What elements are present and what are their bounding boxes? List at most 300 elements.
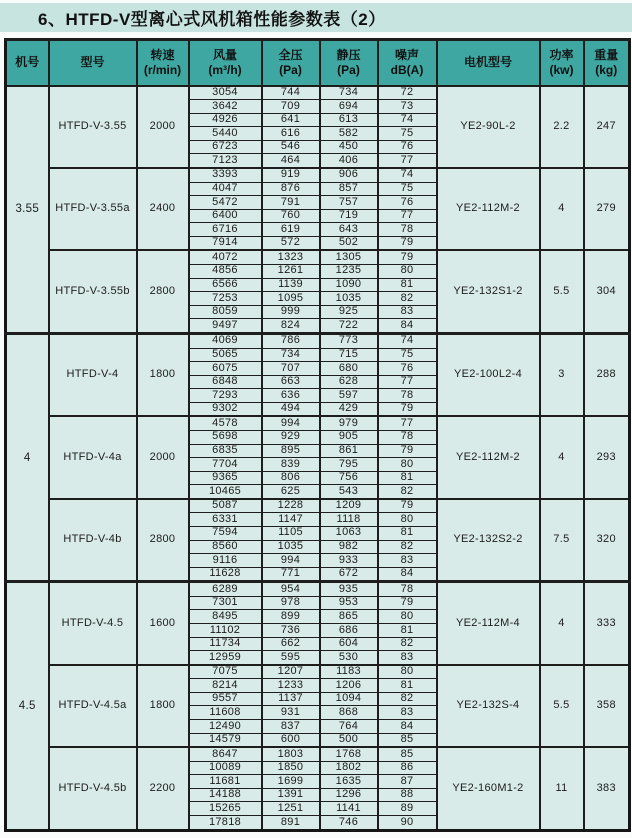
cell-power: 5.5 xyxy=(540,250,584,333)
cell-static-pressure: 597 xyxy=(320,389,378,403)
cell-total-pressure: 760 xyxy=(262,209,320,223)
cell-power: 4 xyxy=(540,168,584,250)
cell-static-pressure: 719 xyxy=(320,209,378,223)
cell-noise: 74 xyxy=(378,113,437,127)
cell-airflow: 4047 xyxy=(189,182,262,196)
cell-noise: 80 xyxy=(378,264,437,278)
cell-static-pressure: 694 xyxy=(320,100,378,114)
cell-static-pressure: 613 xyxy=(320,113,378,127)
cell-noise: 82 xyxy=(378,540,437,554)
cell-airflow: 8495 xyxy=(189,610,262,624)
cell-total-pressure: 994 xyxy=(262,416,320,430)
cell-airflow: 5065 xyxy=(189,348,262,362)
cell-total-pressure: 954 xyxy=(262,582,320,597)
cell-model: HTFD-V-4.5 xyxy=(49,582,137,665)
cell-static-pressure: 1305 xyxy=(320,250,378,264)
cell-noise: 83 xyxy=(378,651,437,665)
cell-airflow: 5087 xyxy=(189,499,262,513)
cell-total-pressure: 1139 xyxy=(262,278,320,292)
cell-motor-model: YE2-90L-2 xyxy=(437,86,540,168)
cell-airflow: 6075 xyxy=(189,362,262,376)
cell-airflow: 11628 xyxy=(189,567,262,582)
cell-static-pressure: 979 xyxy=(320,416,378,430)
cell-airflow: 4856 xyxy=(189,264,262,278)
cell-static-pressure: 582 xyxy=(320,127,378,141)
col-header-airflow-line: 风量 xyxy=(212,47,237,62)
cell-noise: 82 xyxy=(378,692,437,706)
cell-power: 4 xyxy=(540,582,584,665)
cell-speed: 2200 xyxy=(137,747,189,830)
cell-speed: 1800 xyxy=(137,665,189,747)
col-header-noise xyxy=(378,40,437,86)
cell-total-pressure: 978 xyxy=(262,596,320,610)
cell-static-pressure: 1635 xyxy=(320,775,378,789)
cell-total-pressure: 662 xyxy=(262,637,320,651)
cell-static-pressure: 672 xyxy=(320,567,378,582)
cell-speed: 1800 xyxy=(137,333,189,416)
cell-static-pressure: 857 xyxy=(320,182,378,196)
cell-power: 11 xyxy=(540,747,584,830)
cell-airflow: 6723 xyxy=(189,140,262,154)
col-header-power-line: 功率 xyxy=(549,47,574,62)
cell-airflow: 11681 xyxy=(189,775,262,789)
cell-static-pressure: 1118 xyxy=(320,513,378,527)
cell-total-pressure: 663 xyxy=(262,375,320,389)
cell-static-pressure: 868 xyxy=(320,706,378,720)
cell-noise: 82 xyxy=(378,292,437,306)
cell-airflow: 9302 xyxy=(189,402,262,416)
col-header-speed-line: (r/min) xyxy=(143,62,182,77)
cell-speed: 2800 xyxy=(137,250,189,333)
cell-static-pressure: 734 xyxy=(320,86,378,100)
cell-speed: 2000 xyxy=(137,416,189,498)
cell-total-pressure: 876 xyxy=(262,182,320,196)
cell-airflow: 11734 xyxy=(189,637,262,651)
cell-static-pressure: 1183 xyxy=(320,665,378,679)
cell-static-pressure: 1090 xyxy=(320,278,378,292)
cell-noise: 79 xyxy=(378,596,437,610)
cell-airflow: 6835 xyxy=(189,444,262,458)
cell-speed: 2000 xyxy=(137,86,189,168)
cell-total-pressure: 806 xyxy=(262,471,320,485)
cell-total-pressure: 625 xyxy=(262,485,320,499)
cell-noise: 81 xyxy=(378,471,437,485)
cell-total-pressure: 1251 xyxy=(262,802,320,816)
table-row xyxy=(6,86,630,100)
cell-total-pressure: 919 xyxy=(262,168,320,182)
table-row xyxy=(6,499,630,513)
cell-weight: 333 xyxy=(584,582,630,665)
cell-noise: 83 xyxy=(378,706,437,720)
cell-static-pressure: 406 xyxy=(320,154,378,168)
cell-airflow: 9557 xyxy=(189,692,262,706)
table-row xyxy=(6,582,630,597)
col-header-total-pressure xyxy=(262,40,320,86)
cell-airflow: 11608 xyxy=(189,706,262,720)
cell-noise: 82 xyxy=(378,637,437,651)
cell-total-pressure: 1323 xyxy=(262,250,320,264)
cell-model: HTFD-V-4b xyxy=(49,499,137,582)
cell-static-pressure: 715 xyxy=(320,348,378,362)
cell-static-pressure: 1035 xyxy=(320,292,378,306)
cell-total-pressure: 616 xyxy=(262,127,320,141)
cell-noise: 73 xyxy=(378,100,437,114)
cell-motor-model: YE2-132S2-2 xyxy=(437,499,540,582)
cell-static-pressure: 865 xyxy=(320,610,378,624)
cell-total-pressure: 1035 xyxy=(262,540,320,554)
cell-speed: 2400 xyxy=(137,168,189,250)
cell-weight: 383 xyxy=(584,747,630,830)
col-header-motor-model xyxy=(437,40,540,86)
cell-noise: 75 xyxy=(378,182,437,196)
cell-weight: 358 xyxy=(584,665,630,747)
cell-airflow: 8647 xyxy=(189,747,262,761)
cell-weight: 293 xyxy=(584,416,630,498)
cell-noise: 77 xyxy=(378,375,437,389)
cell-static-pressure: 450 xyxy=(320,140,378,154)
cell-static-pressure: 795 xyxy=(320,458,378,472)
cell-total-pressure: 994 xyxy=(262,554,320,568)
cell-total-pressure: 999 xyxy=(262,305,320,319)
cell-noise: 83 xyxy=(378,554,437,568)
cell-static-pressure: 933 xyxy=(320,554,378,568)
cell-static-pressure: 628 xyxy=(320,375,378,389)
cell-airflow: 6716 xyxy=(189,223,262,237)
cell-noise: 81 xyxy=(378,624,437,638)
cell-total-pressure: 595 xyxy=(262,651,320,665)
cell-total-pressure: 736 xyxy=(262,624,320,638)
cell-static-pressure: 1094 xyxy=(320,692,378,706)
cell-total-pressure: 709 xyxy=(262,100,320,114)
cell-total-pressure: 464 xyxy=(262,154,320,168)
cell-total-pressure: 786 xyxy=(262,333,320,348)
col-header-static-pressure xyxy=(320,40,378,86)
cell-static-pressure: 906 xyxy=(320,168,378,182)
cell-airflow: 7293 xyxy=(189,389,262,403)
cell-airflow: 4578 xyxy=(189,416,262,430)
table-row xyxy=(6,416,630,430)
cell-model: HTFD-V-4.5a xyxy=(49,665,137,747)
cell-airflow: 14188 xyxy=(189,788,262,802)
cell-noise: 79 xyxy=(378,499,437,513)
cell-total-pressure: 1803 xyxy=(262,747,320,761)
cell-noise: 78 xyxy=(378,223,437,237)
cell-motor-model: YE2-132S-4 xyxy=(437,665,540,747)
cell-total-pressure: 600 xyxy=(262,733,320,747)
cell-static-pressure: 773 xyxy=(320,333,378,348)
performance-table xyxy=(4,38,631,832)
cell-static-pressure: 502 xyxy=(320,236,378,250)
cell-static-pressure: 604 xyxy=(320,637,378,651)
cell-static-pressure: 861 xyxy=(320,444,378,458)
cell-airflow: 4926 xyxy=(189,113,262,127)
cell-model: HTFD-V-3.55b xyxy=(49,250,137,333)
cell-model: HTFD-V-3.55 xyxy=(49,86,137,168)
cell-total-pressure: 1261 xyxy=(262,264,320,278)
cell-noise: 76 xyxy=(378,362,437,376)
cell-static-pressure: 1296 xyxy=(320,788,378,802)
table-row xyxy=(6,747,630,761)
cell-total-pressure: 1147 xyxy=(262,513,320,527)
cell-noise: 77 xyxy=(378,416,437,430)
cell-total-pressure: 641 xyxy=(262,113,320,127)
cell-size: 4 xyxy=(6,333,49,581)
cell-static-pressure: 680 xyxy=(320,362,378,376)
cell-total-pressure: 837 xyxy=(262,720,320,734)
cell-airflow: 3642 xyxy=(189,100,262,114)
cell-power: 7.5 xyxy=(540,499,584,582)
cell-noise: 79 xyxy=(378,444,437,458)
cell-total-pressure: 839 xyxy=(262,458,320,472)
col-header-size-line: 机号 xyxy=(15,55,40,70)
cell-airflow: 7704 xyxy=(189,458,262,472)
cell-airflow: 9365 xyxy=(189,471,262,485)
cell-static-pressure: 500 xyxy=(320,733,378,747)
cell-airflow: 8560 xyxy=(189,540,262,554)
cell-total-pressure: 1105 xyxy=(262,526,320,540)
cell-noise: 80 xyxy=(378,458,437,472)
col-header-noise-line: dB(A) xyxy=(390,62,424,77)
cell-speed: 1600 xyxy=(137,582,189,665)
cell-static-pressure: 543 xyxy=(320,485,378,499)
cell-airflow: 3054 xyxy=(189,86,262,100)
cell-total-pressure: 1095 xyxy=(262,292,320,306)
col-header-total-pressure-line: (Pa) xyxy=(279,62,302,77)
cell-total-pressure: 1233 xyxy=(262,679,320,693)
cell-airflow: 8214 xyxy=(189,679,262,693)
cell-airflow: 7075 xyxy=(189,665,262,679)
page-title xyxy=(0,3,632,32)
table-row xyxy=(6,250,630,264)
cell-total-pressure: 734 xyxy=(262,348,320,362)
col-header-static-pressure-line: 静压 xyxy=(336,47,361,62)
cell-airflow: 6566 xyxy=(189,278,262,292)
col-header-motor-model-line: 电机型号 xyxy=(463,55,512,70)
cell-noise: 81 xyxy=(378,526,437,540)
table-row xyxy=(6,168,630,182)
cell-total-pressure: 931 xyxy=(262,706,320,720)
cell-airflow: 12959 xyxy=(189,651,262,665)
cell-airflow: 6289 xyxy=(189,582,262,597)
cell-noise: 80 xyxy=(378,513,437,527)
cell-static-pressure: 722 xyxy=(320,319,378,334)
cell-model: HTFD-V-4 xyxy=(49,333,137,416)
cell-static-pressure: 530 xyxy=(320,651,378,665)
cell-static-pressure: 757 xyxy=(320,196,378,210)
cell-airflow: 6848 xyxy=(189,375,262,389)
cell-static-pressure: 686 xyxy=(320,624,378,638)
cell-total-pressure: 1228 xyxy=(262,499,320,513)
cell-power: 2.2 xyxy=(540,86,584,168)
cell-noise: 79 xyxy=(378,236,437,250)
cell-airflow: 3393 xyxy=(189,168,262,182)
cell-airflow: 6400 xyxy=(189,209,262,223)
cell-static-pressure: 1063 xyxy=(320,526,378,540)
cell-noise: 75 xyxy=(378,348,437,362)
cell-total-pressure: 1391 xyxy=(262,788,320,802)
cell-noise: 76 xyxy=(378,140,437,154)
cell-noise: 79 xyxy=(378,250,437,264)
table-row xyxy=(6,665,630,679)
cell-power: 4 xyxy=(540,416,584,498)
col-header-power xyxy=(540,40,584,86)
cell-noise: 84 xyxy=(378,720,437,734)
col-header-airflow xyxy=(189,40,262,86)
cell-noise: 87 xyxy=(378,775,437,789)
cell-airflow: 10089 xyxy=(189,761,262,775)
cell-airflow: 4072 xyxy=(189,250,262,264)
cell-static-pressure: 1768 xyxy=(320,747,378,761)
col-header-power-line: (kw) xyxy=(549,62,574,77)
col-header-speed xyxy=(137,40,189,86)
cell-total-pressure: 1699 xyxy=(262,775,320,789)
cell-static-pressure: 1141 xyxy=(320,802,378,816)
table-row xyxy=(6,333,630,348)
cell-noise: 74 xyxy=(378,333,437,348)
cell-airflow: 11102 xyxy=(189,624,262,638)
cell-static-pressure: 1235 xyxy=(320,264,378,278)
cell-noise: 72 xyxy=(378,86,437,100)
cell-noise: 86 xyxy=(378,761,437,775)
cell-total-pressure: 899 xyxy=(262,610,320,624)
cell-noise: 79 xyxy=(378,402,437,416)
cell-airflow: 12490 xyxy=(189,720,262,734)
col-header-total-pressure-line: 全压 xyxy=(278,47,303,62)
col-header-model xyxy=(49,40,137,86)
cell-motor-model: YE2-112M-4 xyxy=(437,582,540,665)
cell-total-pressure: 572 xyxy=(262,236,320,250)
cell-weight: 288 xyxy=(584,333,630,416)
cell-total-pressure: 1850 xyxy=(262,761,320,775)
cell-weight: 320 xyxy=(584,499,630,582)
cell-airflow: 7301 xyxy=(189,596,262,610)
cell-airflow: 14579 xyxy=(189,733,262,747)
cell-noise: 80 xyxy=(378,610,437,624)
cell-total-pressure: 546 xyxy=(262,140,320,154)
cell-total-pressure: 707 xyxy=(262,362,320,376)
cell-weight: 279 xyxy=(584,168,630,250)
cell-static-pressure: 643 xyxy=(320,223,378,237)
cell-static-pressure: 982 xyxy=(320,540,378,554)
cell-noise: 85 xyxy=(378,747,437,761)
cell-noise: 77 xyxy=(378,209,437,223)
cell-size: 3.55 xyxy=(6,86,49,334)
cell-power: 3 xyxy=(540,333,584,416)
cell-noise: 78 xyxy=(378,389,437,403)
cell-model: HTFD-V-4.5b xyxy=(49,747,137,830)
cell-airflow: 7594 xyxy=(189,526,262,540)
cell-total-pressure: 636 xyxy=(262,389,320,403)
col-header-static-pressure-line: (Pa) xyxy=(337,62,360,77)
cell-total-pressure: 929 xyxy=(262,430,320,444)
col-header-noise-line: 噪声 xyxy=(394,47,419,62)
cell-noise: 82 xyxy=(378,485,437,499)
cell-airflow: 9116 xyxy=(189,554,262,568)
cell-airflow: 6331 xyxy=(189,513,262,527)
cell-noise: 81 xyxy=(378,679,437,693)
cell-weight: 304 xyxy=(584,250,630,333)
cell-model: HTFD-V-3.55a xyxy=(49,168,137,250)
cell-airflow: 7253 xyxy=(189,292,262,306)
header-row xyxy=(6,40,630,86)
cell-static-pressure: 1209 xyxy=(320,499,378,513)
cell-static-pressure: 756 xyxy=(320,471,378,485)
cell-static-pressure: 1802 xyxy=(320,761,378,775)
cell-static-pressure: 746 xyxy=(320,816,378,831)
page-title-text: 6、HTFD-V型离心式风机箱性能参数表（2） xyxy=(38,10,386,29)
cell-airflow: 7914 xyxy=(189,236,262,250)
cell-total-pressure: 494 xyxy=(262,402,320,416)
table-header xyxy=(6,40,630,86)
cell-noise: 76 xyxy=(378,196,437,210)
col-header-weight-line: (kg) xyxy=(595,62,618,77)
cell-airflow: 5440 xyxy=(189,127,262,141)
cell-model: HTFD-V-4a xyxy=(49,416,137,498)
cell-motor-model: YE2-112M-2 xyxy=(437,416,540,498)
cell-motor-model: YE2-100L2-4 xyxy=(437,333,540,416)
col-header-weight-line: 重量 xyxy=(594,47,619,62)
cell-motor-model: YE2-160M1-2 xyxy=(437,747,540,830)
table-body xyxy=(6,86,630,831)
cell-noise: 84 xyxy=(378,319,437,334)
col-header-model-line: 型号 xyxy=(80,55,105,70)
cell-total-pressure: 1137 xyxy=(262,692,320,706)
cell-noise: 84 xyxy=(378,567,437,582)
cell-total-pressure: 619 xyxy=(262,223,320,237)
cell-noise: 90 xyxy=(378,816,437,831)
cell-noise: 85 xyxy=(378,733,437,747)
cell-total-pressure: 891 xyxy=(262,816,320,831)
cell-size: 4.5 xyxy=(6,582,49,831)
cell-airflow: 9497 xyxy=(189,319,262,334)
cell-static-pressure: 953 xyxy=(320,596,378,610)
cell-total-pressure: 895 xyxy=(262,444,320,458)
cell-power: 5.5 xyxy=(540,665,584,747)
cell-airflow: 4069 xyxy=(189,333,262,348)
cell-static-pressure: 1206 xyxy=(320,679,378,693)
cell-noise: 81 xyxy=(378,278,437,292)
cell-speed: 2800 xyxy=(137,499,189,582)
col-header-speed-line: 转速 xyxy=(150,47,175,62)
cell-noise: 88 xyxy=(378,788,437,802)
cell-noise: 74 xyxy=(378,168,437,182)
cell-weight: 247 xyxy=(584,86,630,168)
cell-noise: 78 xyxy=(378,430,437,444)
cell-airflow: 10465 xyxy=(189,485,262,499)
cell-noise: 75 xyxy=(378,127,437,141)
cell-static-pressure: 925 xyxy=(320,305,378,319)
cell-noise: 89 xyxy=(378,802,437,816)
cell-static-pressure: 935 xyxy=(320,582,378,597)
cell-airflow: 8059 xyxy=(189,305,262,319)
cell-total-pressure: 824 xyxy=(262,319,320,334)
cell-total-pressure: 744 xyxy=(262,86,320,100)
cell-noise: 77 xyxy=(378,154,437,168)
cell-airflow: 7123 xyxy=(189,154,262,168)
col-header-weight xyxy=(584,40,630,86)
col-header-airflow-line: (m³/h) xyxy=(208,62,242,77)
cell-static-pressure: 429 xyxy=(320,402,378,416)
cell-noise: 83 xyxy=(378,305,437,319)
cell-static-pressure: 764 xyxy=(320,720,378,734)
cell-airflow: 5472 xyxy=(189,196,262,210)
cell-noise: 80 xyxy=(378,665,437,679)
cell-total-pressure: 791 xyxy=(262,196,320,210)
cell-noise: 78 xyxy=(378,582,437,597)
cell-airflow: 5698 xyxy=(189,430,262,444)
cell-airflow: 17818 xyxy=(189,816,262,831)
cell-motor-model: YE2-112M-2 xyxy=(437,168,540,250)
